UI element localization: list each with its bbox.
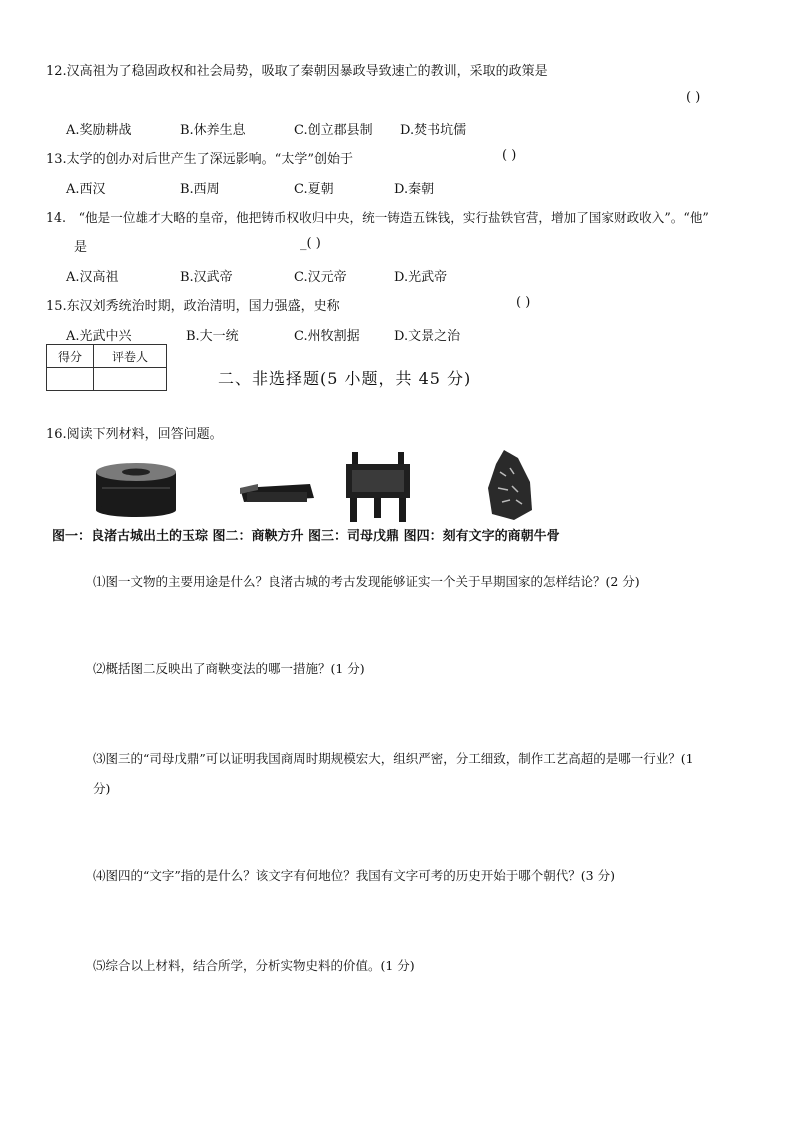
question-16-part-3-continued: 分) (93, 781, 111, 796)
question-13-option-d: D.秦朝 (394, 182, 435, 197)
question-16-part-4: ⑷图四的“文字”指的是什么？该文字有何地位？我国有文字可考的历史开始于哪个朝代？(3 分) (93, 868, 615, 883)
question-15-option-d: D.文景之治 (394, 329, 461, 344)
question-12-option-a: A.奖励耕战 (66, 123, 132, 138)
question-12-option-d: D.焚书坑儒 (400, 123, 467, 138)
question-12-option-b: B.休养生息 (180, 123, 246, 138)
question-12-option-c: C.创立郡县制 (294, 123, 373, 138)
question-15-answer-blank: ( ) (516, 295, 531, 310)
oracle-bone-image (488, 450, 532, 520)
jade-cong-image (96, 463, 176, 517)
question-13-option-b: B.西周 (180, 182, 220, 197)
question-14-option-c: C.汉元帝 (294, 270, 347, 285)
score-cell[interactable] (47, 368, 94, 391)
shang-yang-measure-image (240, 484, 314, 502)
question-13-option-c: C.夏朝 (294, 182, 334, 197)
section-title: 二、非选择题(5 小题，共 45 分) (218, 369, 472, 388)
question-14-stem: 14. “他是一位雄才大略的皇帝，他把铸币权收归中央，统一铸造五铢钱，实行盐铁官营，增加了国家财政收入”。“他” (46, 210, 709, 225)
question-16-part-2: ⑵概括图二反映出了商鞅变法的哪一措施？(1 分) (93, 661, 365, 676)
question-12-stem: 12.汉高祖为了稳固政权和社会局势，吸取了秦朝因暴政导致速亡的教训，采取的政策是 (46, 64, 548, 79)
question-15-option-c: C.州牧割据 (294, 329, 360, 344)
simuwu-ding-image (346, 452, 410, 522)
question-14-stem-continued: 是 (74, 240, 88, 255)
question-14-option-a: A.汉高祖 (66, 270, 119, 285)
question-16-part-5: ⑸综合以上材料，结合所学，分析实物史料的价值。(1 分) (93, 958, 415, 973)
question-15-option-a: A.光武中兴 (66, 329, 132, 344)
question-14-option-b: B.汉武帝 (180, 270, 233, 285)
figure-caption: 图一：良渚古城出土的玉琮 图二：商鞅方升 图三：司母戊鼎 图四：刻有文字的商朝牛骨 (52, 529, 560, 544)
question-15-option-b: B.大一统 (186, 329, 239, 344)
question-16-part-1: ⑴图一文物的主要用途是什么？良渚古城的考古发现能够证实一个关于早期国家的怎样结论？(2 分) (93, 574, 640, 589)
question-12-answer-blank: ( ) (686, 90, 701, 105)
question-13-option-a: A.西汉 (66, 182, 106, 197)
score-table (46, 344, 167, 391)
question-13-stem: 13.太学的创办对后世产生了深远影响。“太学”创始于 (46, 152, 353, 167)
grader-cell[interactable] (94, 368, 167, 391)
grader-header: 评卷人 (94, 345, 167, 368)
question-16-stem: 16.阅读下列材料，回答问题。 (46, 427, 223, 442)
question-15-stem: 15.东汉刘秀统治时期，政治清明，国力强盛，史称 (46, 299, 340, 314)
question-16-part-3: ⑶图三的“司母戊鼎”可以证明我国商周时期规模宏大，组织严密，分工细致，制作工艺高超的是哪一行业？(1 (93, 751, 694, 766)
question-13-answer-blank: ( ) (502, 148, 517, 163)
question-14-option-d: D.光武帝 (394, 270, 448, 285)
question-14-answer-blank: _( ) (300, 236, 321, 251)
score-header: 得分 (47, 345, 94, 368)
